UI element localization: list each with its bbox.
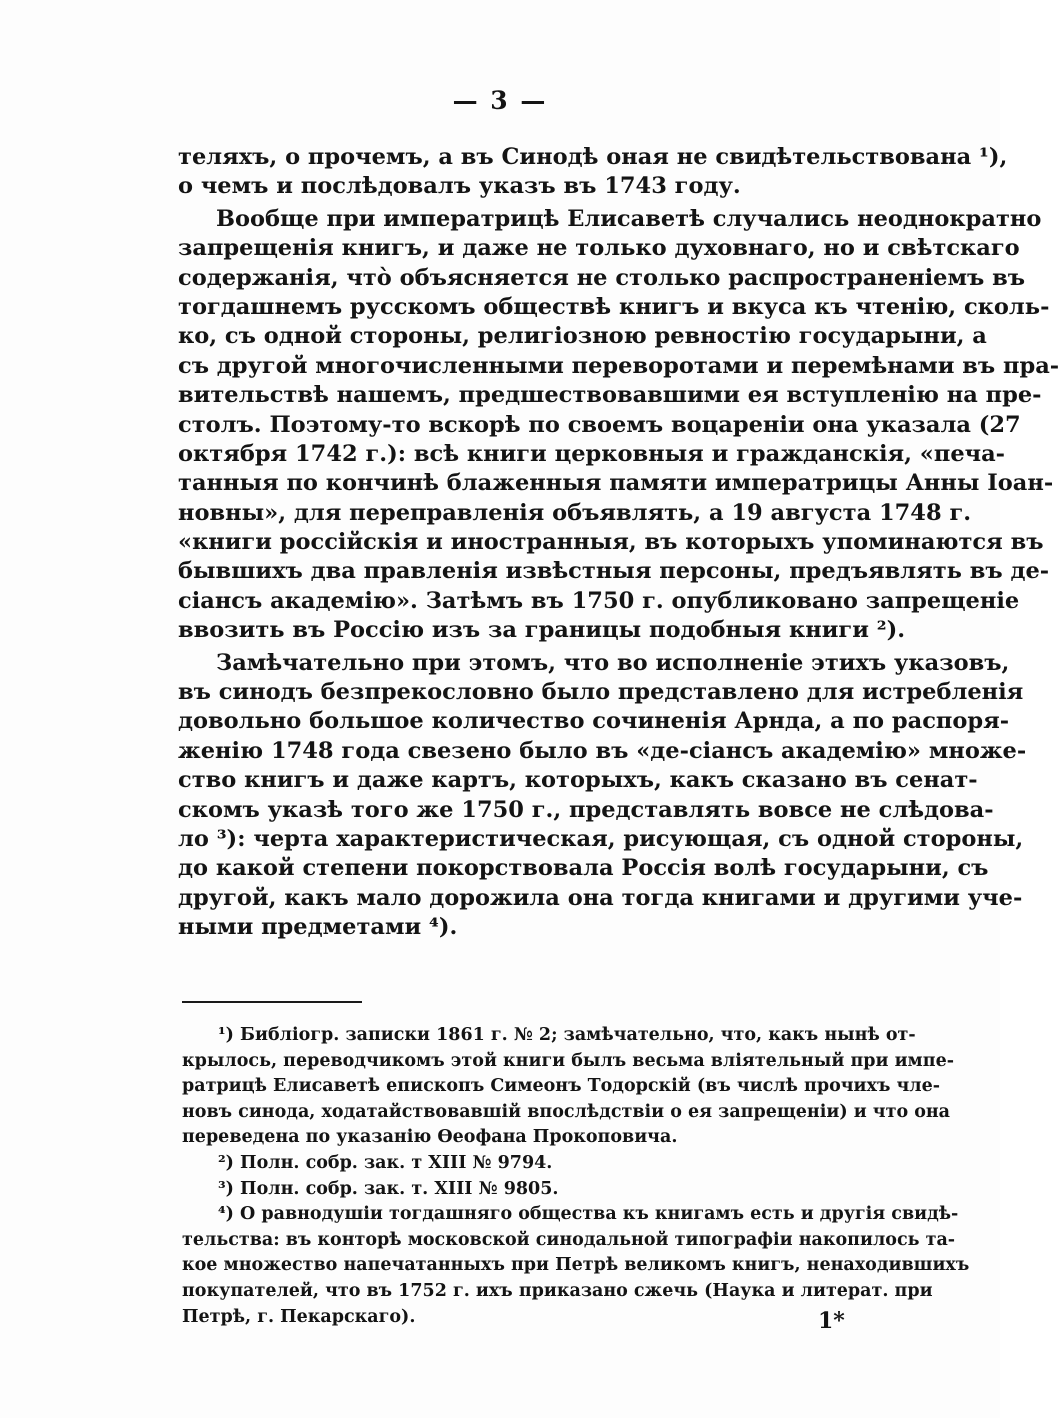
text-line: женію 1748 года свезено было въ «де-сіансъ академію» множе- xyxy=(178,737,1027,764)
paragraph xyxy=(178,143,1008,202)
footnote xyxy=(182,1151,876,1177)
text-line: Вообще при императрицѣ Елисаветѣ случались неоднократно xyxy=(216,205,1042,232)
text-line: скомъ указѣ того же 1750 г., представлять вовсе не слѣдова- xyxy=(178,796,994,823)
text-line: другой, какъ мало дорожила она тогда книгами и другими уче- xyxy=(178,884,1023,911)
footnote-line: ²) Полн. собр. зак. т XIII № 9794. xyxy=(218,1152,553,1173)
footnote xyxy=(182,1202,970,1330)
footnote-line: ³) Полн. собр. зак. т. XIII № 9805. xyxy=(218,1178,559,1199)
footnote-line: Петрѣ, г. Пекарскаго). xyxy=(182,1306,416,1327)
text-line: «книги россійскія и иностранныя, въ которыхъ упоминаются въ xyxy=(178,529,1044,556)
text-line: ввозить въ Россію изъ за границы подобныя книги ²). xyxy=(178,617,906,644)
text-line: ство книгъ и даже картъ, которыхъ, какъ сказано въ сенат- xyxy=(178,767,978,794)
paragraph xyxy=(178,649,1027,943)
footnotes xyxy=(182,1023,970,1330)
text-line: въ синодъ безпрекословно было представлено для истребленія xyxy=(178,679,1024,706)
footnote-line: покупателей, что въ 1752 г. ихъ приказано сжечь (Наука и литерат. при xyxy=(182,1280,933,1301)
signature-mark: 1* xyxy=(818,1308,845,1334)
footnote-line: ¹) Библіогр. записки 1861 г. № 2; замѣчательно, что, какъ нынѣ от- xyxy=(218,1025,916,1045)
footnote-line: крылось, переводчикомъ этой книги былъ весьма вліятельный при импе- xyxy=(182,1050,954,1071)
page-number: — 3 — xyxy=(452,86,548,115)
text-line: танныя по кончинѣ блаженныя памяти императрицы Анны Іоан- xyxy=(178,470,1054,497)
text-line: довольно большое количество сочиненія Арнда, а по распоря- xyxy=(178,708,1010,735)
footnote-line: ⁴) О равнодушіи тогдашняго общества къ книгамъ есть и другія свидѣ- xyxy=(218,1204,959,1225)
paragraph xyxy=(178,205,1059,646)
footnote-line: ратрицѣ Елисаветѣ епископъ Симеонъ Тодорскій (въ числѣ прочихъ чле- xyxy=(182,1076,941,1097)
text-line: вительствѣ нашемъ, предшествовавшими ея вступленію на пре- xyxy=(178,382,1042,409)
footnote xyxy=(182,1177,876,1203)
text-line: Замѣчательно при этомъ, что во исполненіе этихъ указовъ, xyxy=(216,649,1010,676)
text-line: ло ³): черта характеристическая, рисующая, съ одной стороны, xyxy=(178,825,1024,852)
text-line: новны», для переправленія объявлять, а 19 августа 1748 г. xyxy=(178,499,972,526)
text-line: съ другой многочисленными переворотами и перемѣнами въ пра- xyxy=(178,352,1059,379)
text-line: запрещенія книгъ, и даже не только духовнаго, но и свѣтскаго xyxy=(178,235,1020,262)
text-line: до какой степени покорствовала Россія волѣ государыни, съ xyxy=(178,855,989,882)
text-line: столъ. Поэтому-то вскорѣ по своемъ воцареніи она указала (27 xyxy=(178,411,1021,438)
text-line: ными предметами ⁴). xyxy=(178,914,458,941)
text-line: сіансъ академію». Затѣмъ въ 1750 г. опубликовано запрещеніе xyxy=(178,587,1020,614)
footnote-divider xyxy=(182,1001,362,1003)
footnote-line: тельства: въ конторѣ московской синодальной типографіи накопилось та- xyxy=(182,1229,956,1250)
text-line: октября 1742 г.): всѣ книги церковныя и гражданскія, «печа- xyxy=(178,440,1006,467)
footnote-line: кое множество напечатанныхъ при Петрѣ великомъ книгъ, ненаходившихъ xyxy=(182,1255,970,1276)
main-text xyxy=(178,143,1059,943)
text-line: теляхъ, о прочемъ, а въ Синодѣ оная не свидѣтельствована ¹), xyxy=(178,144,1008,170)
footnote-line: новъ синода, ходатайствовавшій впослѣдствіи о ея запрещеніи) и что она xyxy=(182,1101,951,1122)
footnote-line: переведена по указанію Ѳеофана Прокоповича. xyxy=(182,1127,678,1148)
text-line: о чемъ и послѣдовалъ указъ въ 1743 году. xyxy=(178,173,741,200)
text-line: тогдашнемъ русскомъ обществѣ книгъ и вкуса къ чтенію, сколь- xyxy=(178,293,1050,320)
text-line: ко, съ одной стороны, религіозною ревностію государыни, а xyxy=(178,323,987,350)
text-line: содержанія, что̀ объясняется не столько распространеніемъ въ xyxy=(178,264,1026,291)
text-line: бывшихъ два правленія извѣстныя персоны, предъявлять въ де- xyxy=(178,558,1050,585)
footnote xyxy=(182,1023,954,1151)
